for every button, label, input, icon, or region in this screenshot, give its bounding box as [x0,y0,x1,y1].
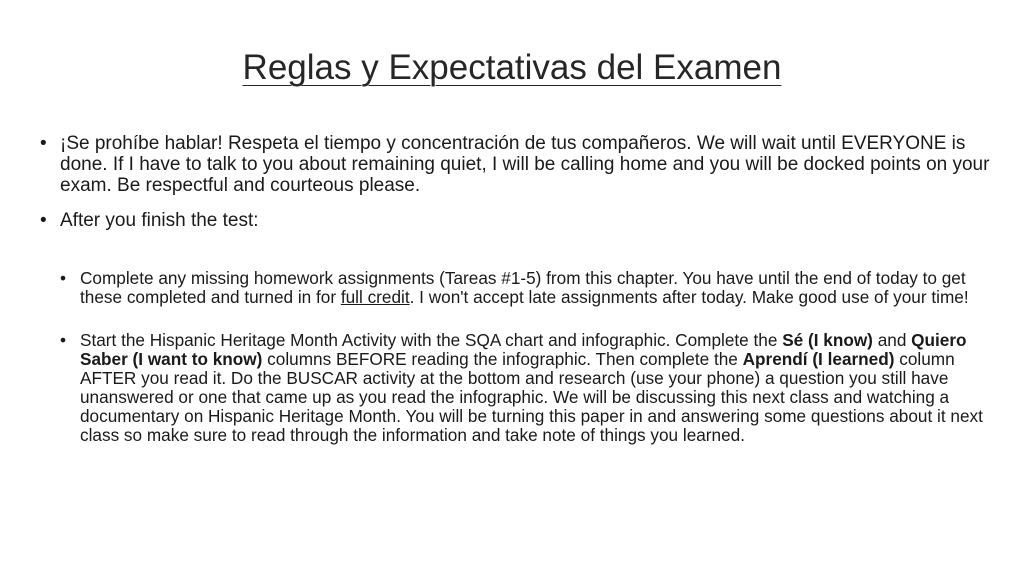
activity-text-p1: Start the Hispanic Heritage Month Activity with the SQA chart and infographic. Complete the [80,330,783,350]
bullet-marker: • [40,133,47,154]
full-credit-underlined: full credit [340,287,410,307]
bullet-after-test [40,210,1000,231]
homework-text-part1: Complete any missing homework assignments (Tareas #1-5) from this chapter. You have until the end of today to get these completed and turned in for [80,268,966,307]
bullet-marker: • [40,210,47,231]
sub-bullet-homework [60,269,1000,307]
sub-bullet-marker: • [60,268,67,288]
slide-title [0,44,1024,92]
slide-title-text: Reglas y Expectativas del Examen [242,48,782,87]
quiero-saber-bold: Quiero Saber (I want to know) [80,330,967,369]
homework-text-part2: . I won't accept late assignments after today. Make good use of your time! [409,287,969,307]
se-i-know-bold: Sé (I know) [782,330,873,350]
activity-text-p2: and [872,330,912,350]
bullet-after-test-text: After you finish the test: [60,210,259,231]
sub-bullet-heritage-activity [60,331,1000,445]
activity-text-p3: columns BEFORE reading the infographic. Then complete the [262,349,743,369]
slide-content [40,133,1000,445]
bullet-no-talking-text: ¡Se prohíbe hablar! Respeta el tiempo y concentración de tus compañeros. We will wait until EVERYONE is done. If I have to talk to you about remaining quiet, I will be calling home and you will be docked points on your exam. Be respectful and courteous please. [60,133,990,196]
aprendi-bold: Aprendí (I learned) [742,349,895,369]
bullet-no-talking [40,133,1000,196]
sub-bullet-marker: • [60,330,67,350]
activity-text-p4: column AFTER you read it. Do the BUSCAR activity at the bottom and research (use your phone) a question you still have unanswered or one that came up as you read the infographic. We will be discussing this next class and watching a documentary on Hispanic Heritage Month. You will be turning this paper in and answering some questions about it next class so make sure to read through the information and take note of things you learned. [80,349,983,445]
